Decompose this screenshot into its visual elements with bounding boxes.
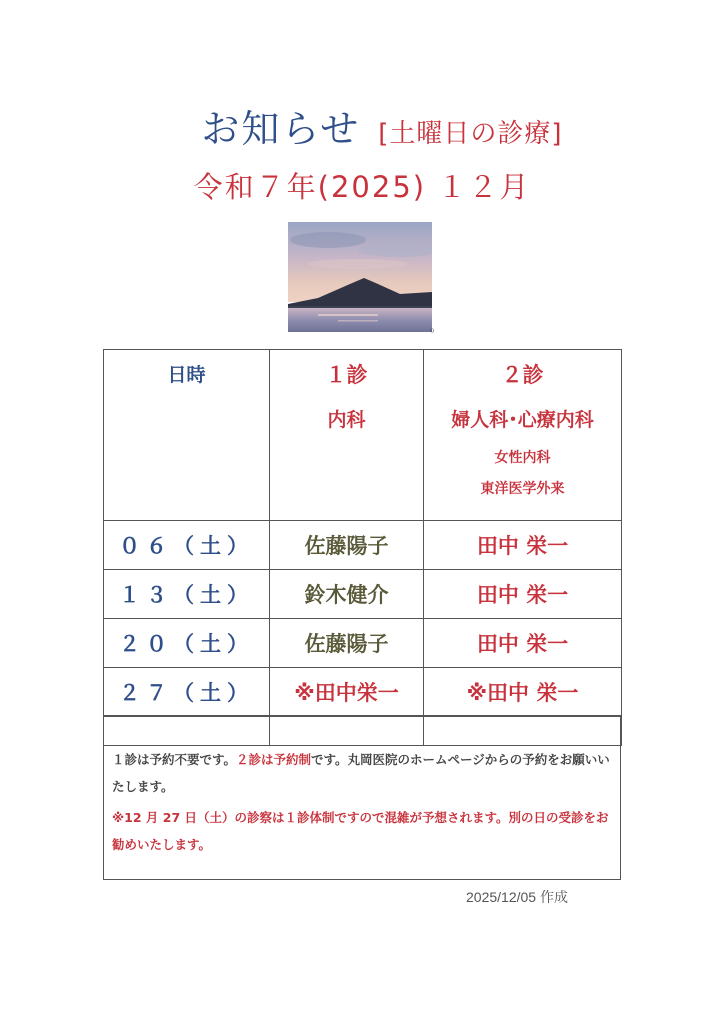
row-doctor1: 佐藤陽子 xyxy=(270,619,424,668)
note-homepage: です。丸岡医院のホームページからの予約をお願いいたします。 xyxy=(112,752,610,794)
header-date-label: 日時 xyxy=(167,364,206,386)
note-walkin: １診は予約不要です。 xyxy=(112,752,237,767)
row-doctor1: ※田中栄一 xyxy=(270,668,424,717)
photo-mark: 。 xyxy=(430,320,443,334)
table-header-row xyxy=(104,350,622,521)
notice-topic: [土曜日の診療] xyxy=(378,119,563,149)
row-date: ２７（土） xyxy=(104,668,270,717)
clinic1-department: 内科 xyxy=(327,409,366,431)
row-doctor1: 鈴木健介 xyxy=(270,570,424,619)
clinic2-subdept-1: 女性内科 xyxy=(494,450,551,466)
clinic2-label: ２診 xyxy=(501,363,544,387)
created-date: 2025/12/05 作成 xyxy=(466,889,568,905)
row-date: ２０（土） xyxy=(104,619,270,668)
mountain-lake-photo xyxy=(288,222,432,332)
table-row xyxy=(104,570,622,619)
notice-heading: お知らせ xyxy=(201,107,361,151)
row-doctor1: 佐藤陽子 xyxy=(270,521,424,570)
notes-box xyxy=(103,715,621,880)
clinic2-subdept-2: 東洋医学外来 xyxy=(480,481,565,497)
row-doctor2: ※田中 栄一 xyxy=(424,668,622,717)
header-date xyxy=(104,350,270,521)
row-date: １３（土） xyxy=(104,570,270,619)
header-clinic2 xyxy=(424,350,622,521)
clinic1-label: １診 xyxy=(325,363,368,387)
row-doctor2: 田中 栄一 xyxy=(424,570,622,619)
row-date: ０６（土） xyxy=(104,521,270,570)
note-reservation xyxy=(112,746,610,800)
row-doctor2: 田中 栄一 xyxy=(424,619,622,668)
row-doctor2: 田中 栄一 xyxy=(424,521,622,570)
table-row xyxy=(104,619,622,668)
schedule-table xyxy=(103,349,622,746)
month-heading: 令和７年(2025) １２月 xyxy=(193,170,531,204)
page-title xyxy=(0,107,724,151)
clinic2-department: 婦人科･心療内科 xyxy=(451,409,594,431)
note-warning: ※12 月 27 日（土）の診察は１診体制ですので混雑が予想されます。別の日の受診をお勧めいたします。 xyxy=(112,810,609,852)
note-appointment: ２診は予約制 xyxy=(236,752,312,767)
table-row xyxy=(104,668,622,717)
table-row xyxy=(104,521,622,570)
header-clinic1 xyxy=(270,350,424,521)
